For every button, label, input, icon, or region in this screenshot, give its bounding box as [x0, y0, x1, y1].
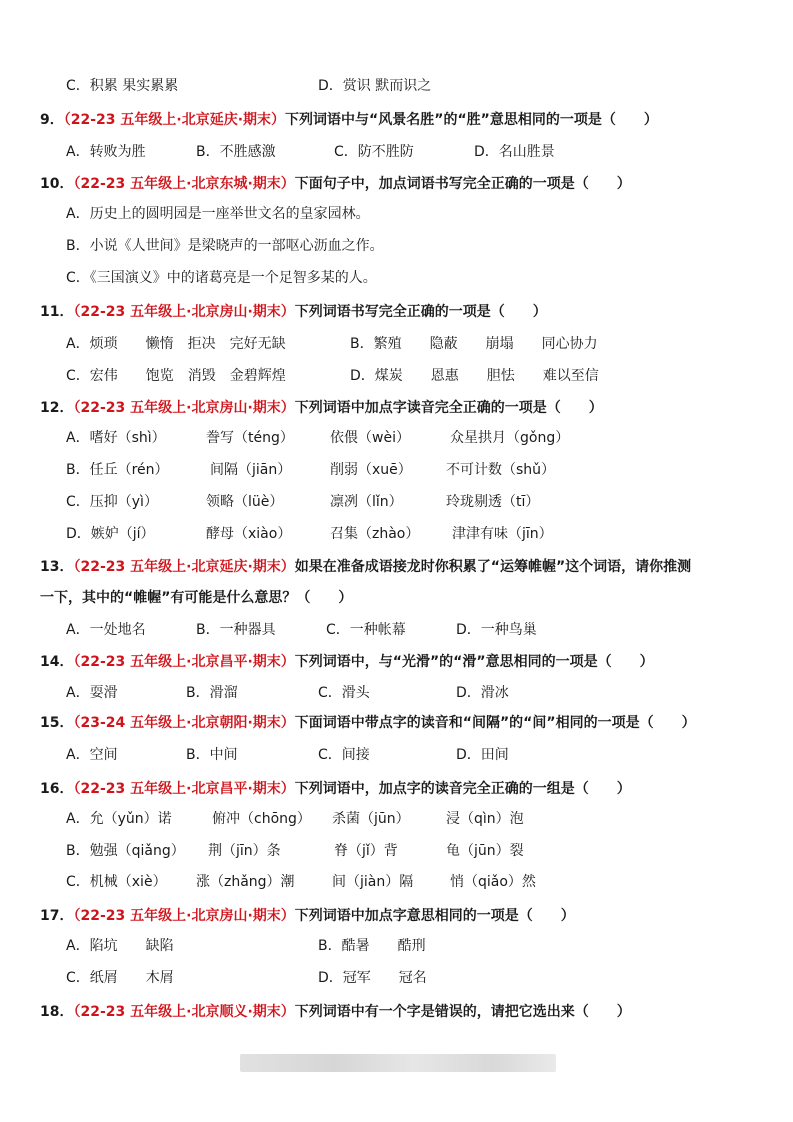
- question-number: 14．: [40, 654, 74, 670]
- question-source: （22-23 五年级上·北京东城·期末）: [73, 176, 295, 192]
- option-word: 酵母（xiào）: [206, 526, 292, 542]
- question-number: 15．: [40, 715, 74, 731]
- option-a: A．陷坑 缺陷: [66, 938, 174, 954]
- question-source: （22-23 五年级上·北京昌平·期末）: [73, 781, 295, 797]
- option-a: A．一处地名: [66, 622, 146, 638]
- option-a: A．空间: [66, 747, 118, 763]
- question-source: （22-23 五年级上·北京房山·期末）: [73, 304, 295, 320]
- option-word: 削弱（xuē）: [330, 462, 412, 478]
- option-word: 玲珑剔透（tī）: [446, 494, 540, 510]
- question-14-stem: [40, 652, 654, 672]
- question-12-stem: [40, 398, 603, 418]
- option-word: 领略（lüè）: [206, 494, 284, 510]
- option-word: 依偎（wèi）: [330, 430, 410, 446]
- question-number: 17．: [40, 908, 74, 924]
- question-13-stem: [40, 557, 691, 577]
- option-a: A．历史上的圆明园是一座举世文名的皇家园林。: [66, 206, 370, 222]
- option-word: 俯冲（chōng）: [212, 811, 311, 827]
- option-word: 凛冽（lǐn）: [330, 494, 403, 510]
- option-c: C．一种帐幕: [326, 622, 406, 638]
- question-number: 9．: [40, 112, 64, 128]
- question-text: 下列词语中，加点字的读音完全正确的一组是（ ）: [294, 781, 631, 797]
- option-c: C．防不胜防: [334, 144, 414, 160]
- question-16-stem: [40, 779, 631, 799]
- option-a: A．转败为胜: [66, 144, 146, 160]
- option-c: C．《三国演义》中的诸葛亮是一个足智多某的人。: [66, 270, 377, 286]
- option-d: D．煤炭 恩惠 胆怯 难以至信: [350, 368, 599, 384]
- option-d: D．名山胜景: [474, 144, 555, 160]
- option-word: 不可计数（shǔ）: [446, 462, 556, 478]
- option-b: B．中间: [186, 747, 238, 763]
- question-text: 下列词语中与“风景名胜”的“胜”意思相同的一项是（ ）: [285, 112, 658, 128]
- question-text: 下面句子中，加点词语书写完全正确的一项是（ ）: [294, 176, 631, 192]
- option-word: C．机械（xiè）: [66, 874, 167, 890]
- question-11-stem: [40, 302, 547, 322]
- option-d: D．滑冰: [456, 685, 509, 701]
- question-17-stem: [40, 906, 575, 926]
- option-word: 涨（zhǎng）潮: [196, 874, 295, 890]
- option-word: 间（jiàn）隔: [332, 874, 414, 890]
- option-word: 脊（jǐ）背: [334, 843, 398, 859]
- option-a: A．耍滑: [66, 685, 118, 701]
- option-c: C．纸屑 木屑: [66, 970, 174, 986]
- option-word: 悄（qiǎo）然: [450, 874, 536, 890]
- option-c: C．滑头: [318, 685, 370, 701]
- question-source: （23-24 五年级上·北京朝阳·期末）: [73, 715, 295, 731]
- option-word: A．允（yǔn）诺: [66, 811, 172, 827]
- option-b: B．滑溜: [186, 685, 238, 701]
- option-word: 津津有味（jīn）: [452, 526, 553, 542]
- question-number: 10．: [40, 176, 74, 192]
- option-c: C．宏伟 饱览 消毁 金碧辉煌: [66, 368, 286, 384]
- question-9-stem: [40, 110, 658, 130]
- question-18-stem: [40, 1002, 631, 1022]
- option-word: B．任丘（rén）: [66, 462, 169, 478]
- option-word: 龟（jūn）裂: [446, 843, 524, 859]
- question-number: 12．: [40, 400, 74, 416]
- question-text: 下面词语中带点字的读音和“间隔”的“间”相同的一项是（ ）: [294, 715, 696, 731]
- question-number: 13．: [40, 559, 74, 575]
- option-word: 召集（zhào）: [330, 526, 420, 542]
- option-word: C．压抑（yì）: [66, 494, 158, 510]
- question-source: （22-23 五年级上·北京顺义·期末）: [73, 1004, 295, 1020]
- question-text: 下列词语中加点字读音完全正确的一项是（ ）: [294, 400, 603, 416]
- question-number: 11．: [40, 304, 74, 320]
- option-d: D．一种鸟巢: [456, 622, 537, 638]
- footer-watermark-blur: [240, 1054, 556, 1072]
- question-source: （22-23 五年级上·北京昌平·期末）: [73, 654, 295, 670]
- option-d: D．田间: [456, 747, 509, 763]
- question-13-stem-continued: 一下，其中的“帷幄”有可能是什么意思？（ ）: [40, 590, 353, 606]
- option-word: A．嗜好（shì）: [66, 430, 166, 446]
- question-text: 下列词语中加点字意思相同的一项是（ ）: [294, 908, 575, 924]
- option-b: B．一种器具: [196, 622, 276, 638]
- question-number: 16．: [40, 781, 74, 797]
- option-word: B．勉强（qiǎng）: [66, 843, 185, 859]
- option-word: 杀菌（jūn）: [332, 811, 410, 827]
- option-b: B．繁殖 隐蔽 崩塌 同心协力: [350, 336, 598, 352]
- question-number: 18．: [40, 1004, 74, 1020]
- question-text: 如果在准备成语接龙时你积累了“运筹帷幄”这个词语，请你推测: [294, 559, 692, 575]
- question-15-stem: [40, 713, 696, 733]
- option-word: 浸（qìn）泡: [446, 811, 524, 827]
- question-text: 下列词语书写完全正确的一项是（ ）: [294, 304, 547, 320]
- question-source: （22-23 五年级上·北京延庆·期末）: [73, 559, 295, 575]
- option-d: D．冠军 冠名: [318, 970, 427, 986]
- option-word: 众星拱月（gǒng）: [450, 430, 570, 446]
- option-word: 间隔（jiān）: [210, 462, 292, 478]
- option-c: C．间接: [318, 747, 370, 763]
- option-word: D．嫉妒（jí）: [66, 526, 155, 542]
- question-text: 下列词语中，与“光滑”的“滑”意思相同的一项是（ ）: [294, 654, 654, 670]
- option-b: B．不胜感激: [196, 144, 276, 160]
- option-b: B．小说《人世间》是梁晓声的一部呕心沥血之作。: [66, 238, 384, 254]
- question-source: （22-23 五年级上·北京房山·期末）: [73, 908, 295, 924]
- question-source: （22-23 五年级上·北京房山·期末）: [73, 400, 295, 416]
- question-10-stem: [40, 174, 631, 194]
- option-word: 荆（jīn）条: [208, 843, 281, 859]
- option-b: B．酷暑 酷刑: [318, 938, 426, 954]
- question-source: （22-23 五年级上·北京延庆·期末）: [63, 112, 286, 128]
- option-word: 誊写（téng）: [206, 430, 294, 446]
- q8-option-d: D．赏识 默而识之: [318, 78, 432, 94]
- option-a: A．烦琐 懒惰 拒决 完好无缺: [66, 336, 286, 352]
- question-text: 下列词语中有一个字是错误的，请把它选出来（ ）: [294, 1004, 631, 1020]
- q8-option-c: C．积累 果实累累: [66, 78, 179, 94]
